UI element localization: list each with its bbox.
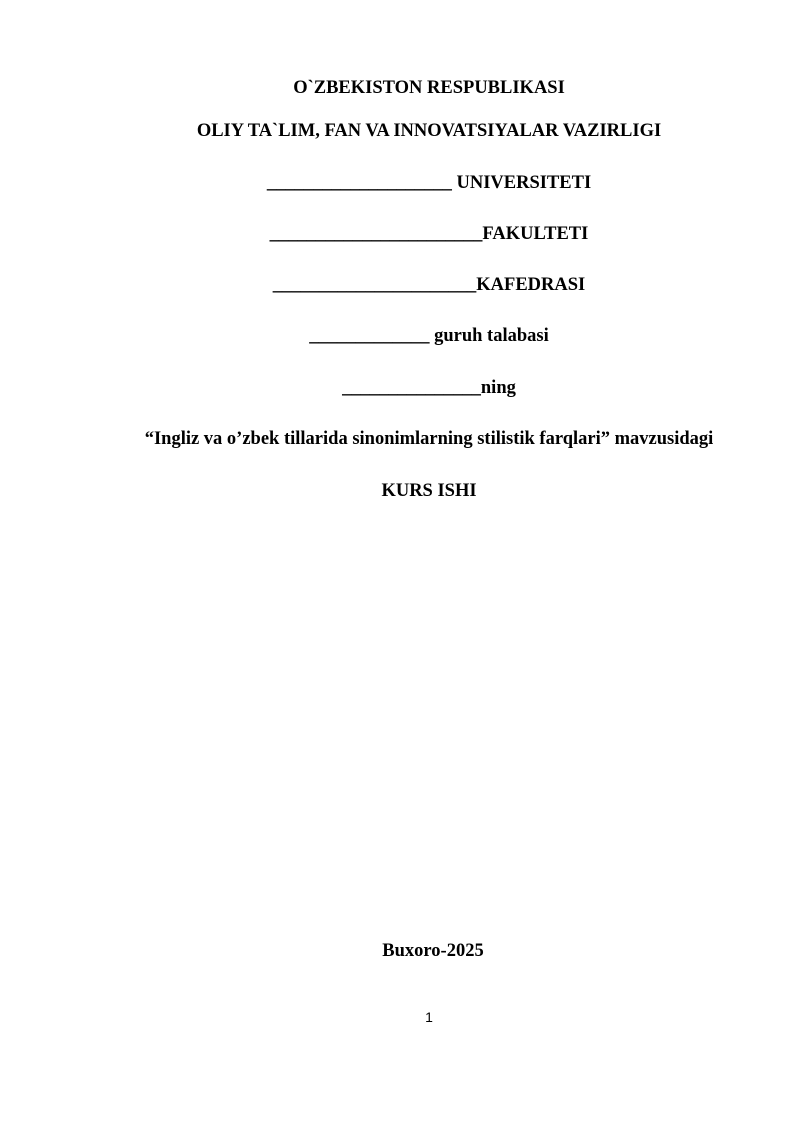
course-work-topic: “Ingliz va o’zbek tillarida sinonimlarning stilistik farqlari” mavzusidagi [144, 429, 714, 449]
republic-heading: O`ZBEKISTON RESPUBLIKASI [293, 78, 565, 98]
page-number: 1 [425, 1009, 433, 1025]
student-name-line: _______________ning [342, 378, 516, 398]
student-group-line: _____________ guruh talabasi [309, 326, 549, 346]
department-line: ______________________KAFEDRASI [272, 275, 586, 295]
city-year: Buxoro-2025 [382, 941, 484, 961]
university-line: ____________________ UNIVERSITETI [266, 173, 592, 193]
ministry-heading: OLIY TA`LIM, FAN VA INNOVATSIYALAR VAZIRLIGI [196, 121, 662, 141]
course-work-label: KURS ISHI [381, 481, 477, 501]
faculty-line: _______________________FAKULTETI [269, 224, 589, 244]
